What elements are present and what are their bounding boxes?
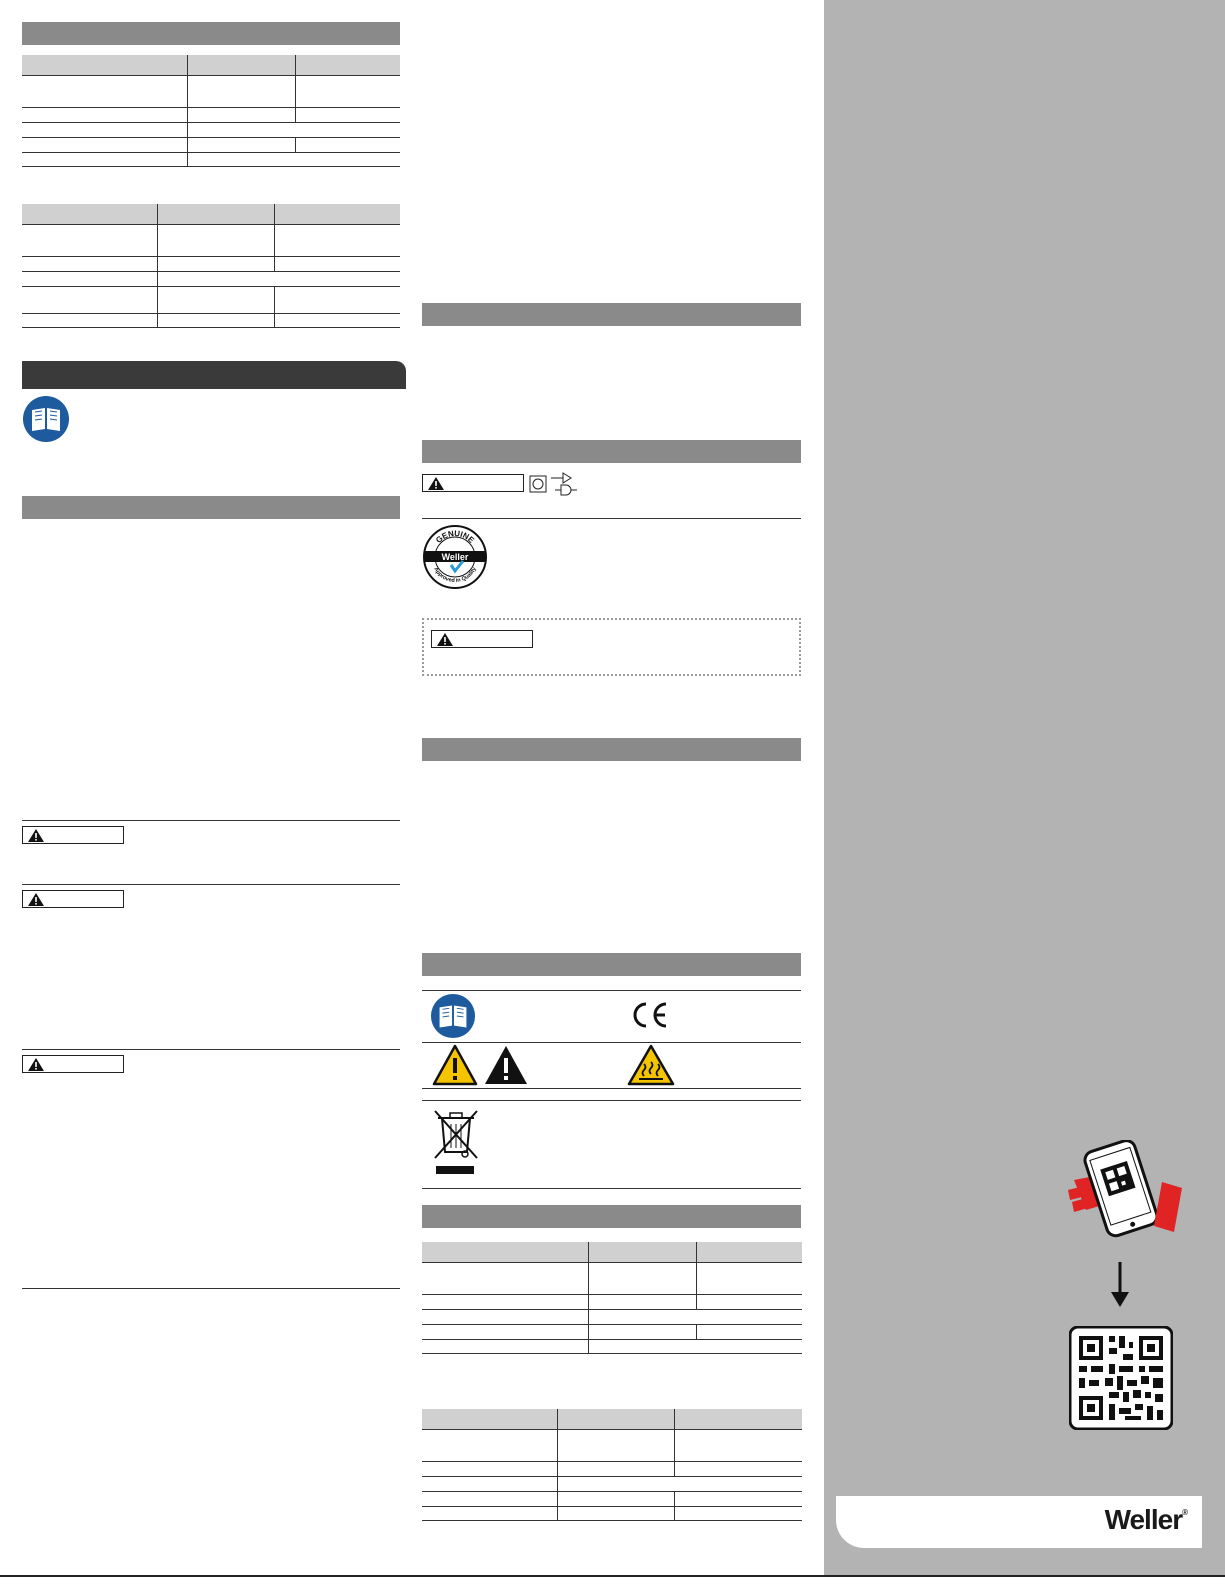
divider [422, 990, 801, 991]
section-header-bar [22, 22, 400, 45]
warning-label-box [422, 474, 524, 492]
phone-scan-icon [1066, 1140, 1186, 1240]
table-row [22, 107, 400, 122]
table-row [22, 256, 400, 271]
table-header-row [22, 55, 400, 75]
divider [422, 1100, 801, 1101]
page-bottom-rule [0, 1575, 1225, 1577]
brand-logo: Weller® [1104, 1504, 1188, 1535]
ce-mark-icon [630, 1001, 670, 1029]
crossed-bin-icon [432, 1108, 480, 1178]
table-row [22, 224, 400, 256]
warning-triangle-icon [428, 477, 444, 490]
table-row [422, 1506, 802, 1520]
qr-code-icon[interactable] [1069, 1326, 1173, 1430]
spec-table [422, 1242, 802, 1354]
table-row [22, 75, 400, 107]
table-row [422, 1324, 802, 1339]
table-row [422, 1491, 802, 1506]
spec-table [22, 204, 400, 328]
spec-table [22, 55, 400, 167]
hot-surface-icon [627, 1044, 675, 1086]
warning-label-box [22, 826, 124, 844]
warning-label-box [431, 630, 533, 648]
table-header-row [22, 204, 400, 224]
section-header-bar [422, 953, 801, 976]
electrical-symbol-icon [529, 472, 585, 496]
table-row [422, 1309, 802, 1324]
table-row [22, 271, 400, 286]
warning-triangle-icon [28, 829, 44, 842]
table-row [22, 122, 400, 137]
divider [422, 1042, 801, 1043]
divider [22, 820, 400, 821]
table-row [422, 1294, 802, 1309]
read-manual-icon [430, 993, 476, 1039]
genuine-weller-seal-icon [423, 525, 487, 589]
table-row [22, 313, 400, 327]
section-header-bar [422, 1205, 801, 1228]
warning-triangle-icon [28, 1058, 44, 1071]
read-manual-icon [22, 395, 70, 443]
divider [22, 884, 400, 885]
section-header-bar [422, 440, 801, 463]
table-row [422, 1262, 802, 1294]
warning-triangle-icon [483, 1044, 529, 1086]
divider [22, 1049, 400, 1050]
warning-label-box [22, 1055, 124, 1073]
table-row [22, 286, 400, 313]
warning-triangle-icon [437, 633, 453, 646]
safety-header-bar [22, 361, 406, 389]
table-row [22, 137, 400, 152]
section-header-bar [22, 496, 400, 519]
svg-text:Weller: Weller [441, 552, 469, 562]
warning-triangle-icon [432, 1044, 478, 1086]
section-header-bar [422, 303, 801, 326]
svg-text:GENUINE: GENUINE [434, 528, 476, 545]
section-header-bar [422, 738, 801, 761]
svg-text:Approved in Quality: Approved in Quality [432, 566, 478, 585]
warning-label-box [22, 890, 124, 908]
table-row [22, 152, 400, 166]
divider [422, 1188, 801, 1189]
arrow-down-icon [1110, 1262, 1130, 1308]
brand-logo-card [836, 1496, 1202, 1548]
table-row [422, 1461, 802, 1476]
table-row [422, 1476, 802, 1491]
table-row [422, 1429, 802, 1461]
divider [22, 1288, 400, 1289]
warning-triangle-icon [28, 893, 44, 906]
divider [422, 518, 801, 519]
table-header-row [422, 1409, 802, 1429]
table-header-row [422, 1242, 802, 1262]
divider [422, 1088, 801, 1089]
spec-table [422, 1409, 802, 1521]
table-row [422, 1339, 802, 1353]
